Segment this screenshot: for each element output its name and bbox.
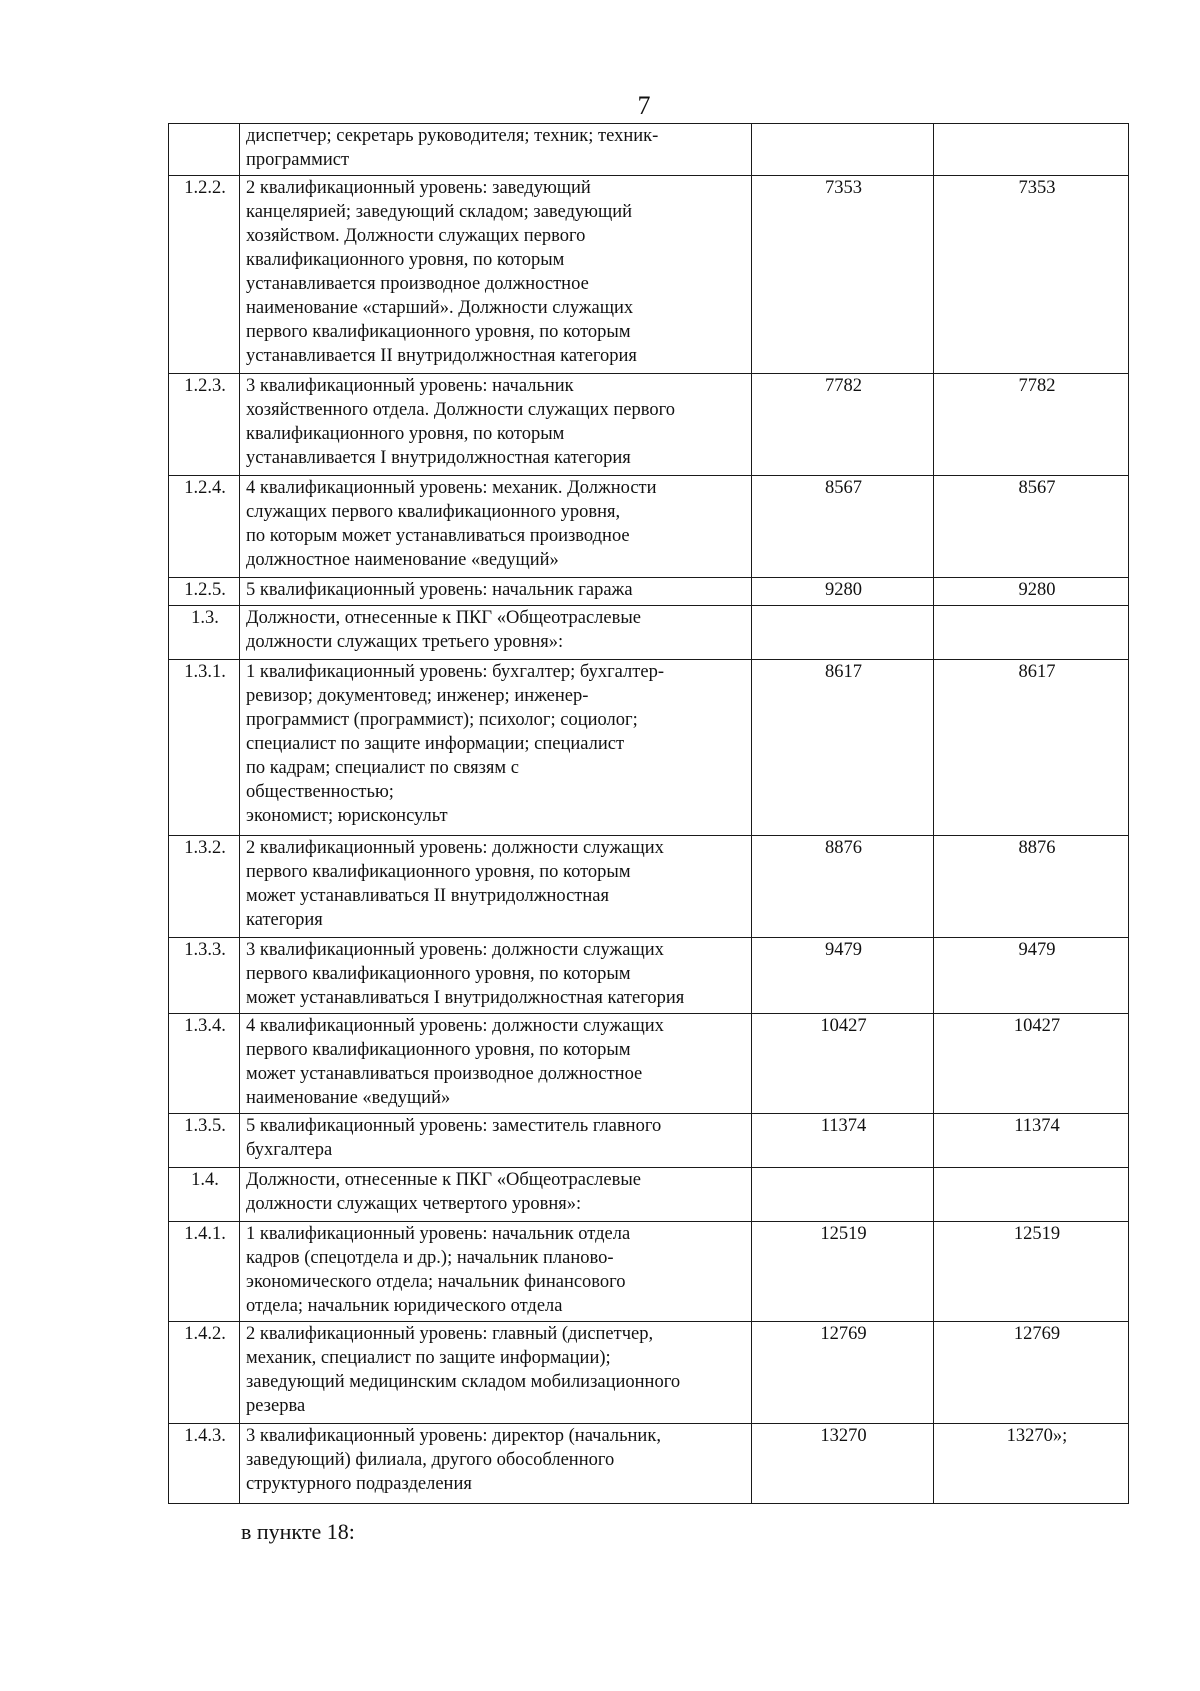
row-description: 3 квалификационный уровень: должности служащих первого квалификационного уровня, по которым может устанавливаться I внутридолжностная категория	[240, 938, 752, 1014]
salary-value-2: 8876	[934, 836, 1129, 938]
table-row	[169, 1014, 1129, 1114]
table-row	[169, 1424, 1129, 1504]
table-row	[169, 578, 1129, 606]
salary-value-1	[752, 1168, 934, 1222]
salary-value-2: 9280	[934, 578, 1129, 606]
salary-value-2: 11374	[934, 1114, 1129, 1168]
row-number	[169, 124, 240, 176]
table-row	[169, 836, 1129, 938]
salary-value-1	[752, 606, 934, 660]
page-number: 7	[637, 91, 651, 120]
salary-value-2	[934, 606, 1129, 660]
row-number: 1.4.1.	[169, 1222, 240, 1322]
row-description: 5 квалификационный уровень: начальник гаража	[240, 578, 752, 606]
table-row	[169, 176, 1129, 374]
salary-value-1: 13270	[752, 1424, 934, 1504]
row-number: 1.3.	[169, 606, 240, 660]
salary-value-1: 11374	[752, 1114, 934, 1168]
row-description: 2 квалификационный уровень: заведующий канцелярией; заведующий складом; заведующий хозяйством. Должности служащих первого квалификационного уровня, по которым устанавливается производное должностное наименование «старший». Должности служащих первого квалификационного уровня, по которым устанавливается II внутридолжностная категория	[240, 176, 752, 374]
salary-table	[168, 123, 1129, 1504]
table-row	[169, 1222, 1129, 1322]
row-description: 2 квалификационный уровень: главный (диспетчер, механик, специалист по защите информации); заведующий медицинским складом мобилизационного резерва	[240, 1322, 752, 1424]
row-number: 1.3.3.	[169, 938, 240, 1014]
table-row	[169, 606, 1129, 660]
row-description: Должности, отнесенные к ПКГ «Общеотраслевые должности служащих четвертого уровня»:	[240, 1168, 752, 1222]
salary-value-1: 7353	[752, 176, 934, 374]
row-number: 1.2.3.	[169, 374, 240, 476]
table-row	[169, 476, 1129, 578]
table-row	[169, 124, 1129, 176]
row-description: 1 квалификационный уровень: начальник отдела кадров (спецотдела и др.); начальник планово- экономического отдела; начальник финансового отдела; начальник юридического отдела	[240, 1222, 752, 1322]
salary-value-2: 9479	[934, 938, 1129, 1014]
row-number: 1.4.3.	[169, 1424, 240, 1504]
salary-value-2: 10427	[934, 1014, 1129, 1114]
table-row	[169, 374, 1129, 476]
table-row	[169, 1322, 1129, 1424]
salary-value-1: 8617	[752, 660, 934, 836]
salary-value-2: 8617	[934, 660, 1129, 836]
row-number: 1.3.4.	[169, 1014, 240, 1114]
salary-value-2: 8567	[934, 476, 1129, 578]
salary-value-2: 12769	[934, 1322, 1129, 1424]
row-description: 3 квалификационный уровень: директор (начальник, заведующий) филиала, другого обособленного структурного подразделения	[240, 1424, 752, 1504]
salary-value-1: 10427	[752, 1014, 934, 1114]
salary-value-1: 9280	[752, 578, 934, 606]
row-number: 1.2.5.	[169, 578, 240, 606]
salary-value-2: 7353	[934, 176, 1129, 374]
table-row	[169, 938, 1129, 1014]
trailer-text: в пункте 18:	[241, 1519, 355, 1544]
row-description: 5 квалификационный уровень: заместитель главного бухгалтера	[240, 1114, 752, 1168]
row-number: 1.2.4.	[169, 476, 240, 578]
salary-value-1: 12769	[752, 1322, 934, 1424]
row-description: 3 квалификационный уровень: начальник хозяйственного отдела. Должности служащих первого квалификационного уровня, по которым устанавливается I внутридолжностная категория	[240, 374, 752, 476]
salary-value-1: 7782	[752, 374, 934, 476]
table-row	[169, 1114, 1129, 1168]
table-row	[169, 660, 1129, 836]
salary-value-1: 8876	[752, 836, 934, 938]
salary-value-2: 13270»;	[934, 1424, 1129, 1504]
row-number: 1.4.2.	[169, 1322, 240, 1424]
salary-value-1: 8567	[752, 476, 934, 578]
salary-value-1	[752, 124, 934, 176]
row-number: 1.3.5.	[169, 1114, 240, 1168]
row-description: 4 квалификационный уровень: механик. Должности служащих первого квалификационного уровня, по которым может устанавливаться производное должностное наименование «ведущий»	[240, 476, 752, 578]
salary-value-2	[934, 1168, 1129, 1222]
salary-value-2	[934, 124, 1129, 176]
row-description: 2 квалификационный уровень: должности служащих первого квалификационного уровня, по которым может устанавливаться II внутридолжностная категория	[240, 836, 752, 938]
row-number: 1.3.2.	[169, 836, 240, 938]
row-description: диспетчер; секретарь руководителя; техник; техник- программист	[240, 124, 752, 176]
row-number: 1.2.2.	[169, 176, 240, 374]
table-row	[169, 1168, 1129, 1222]
row-number: 1.4.	[169, 1168, 240, 1222]
row-description: 1 квалификационный уровень: бухгалтер; бухгалтер- ревизор; документовед; инженер; инженер- программист (программист); психолог; социолог; специалист по защите информации; специалист по кадрам; специалист по связям с общественностью; экономист; юрисконсульт	[240, 660, 752, 836]
salary-value-1: 9479	[752, 938, 934, 1014]
salary-value-2: 12519	[934, 1222, 1129, 1322]
row-description: 4 квалификационный уровень: должности служащих первого квалификационного уровня, по которым может устанавливаться производное должностное наименование «ведущий»	[240, 1014, 752, 1114]
row-number: 1.3.1.	[169, 660, 240, 836]
salary-value-1: 12519	[752, 1222, 934, 1322]
row-description: Должности, отнесенные к ПКГ «Общеотраслевые должности служащих третьего уровня»:	[240, 606, 752, 660]
salary-value-2: 7782	[934, 374, 1129, 476]
